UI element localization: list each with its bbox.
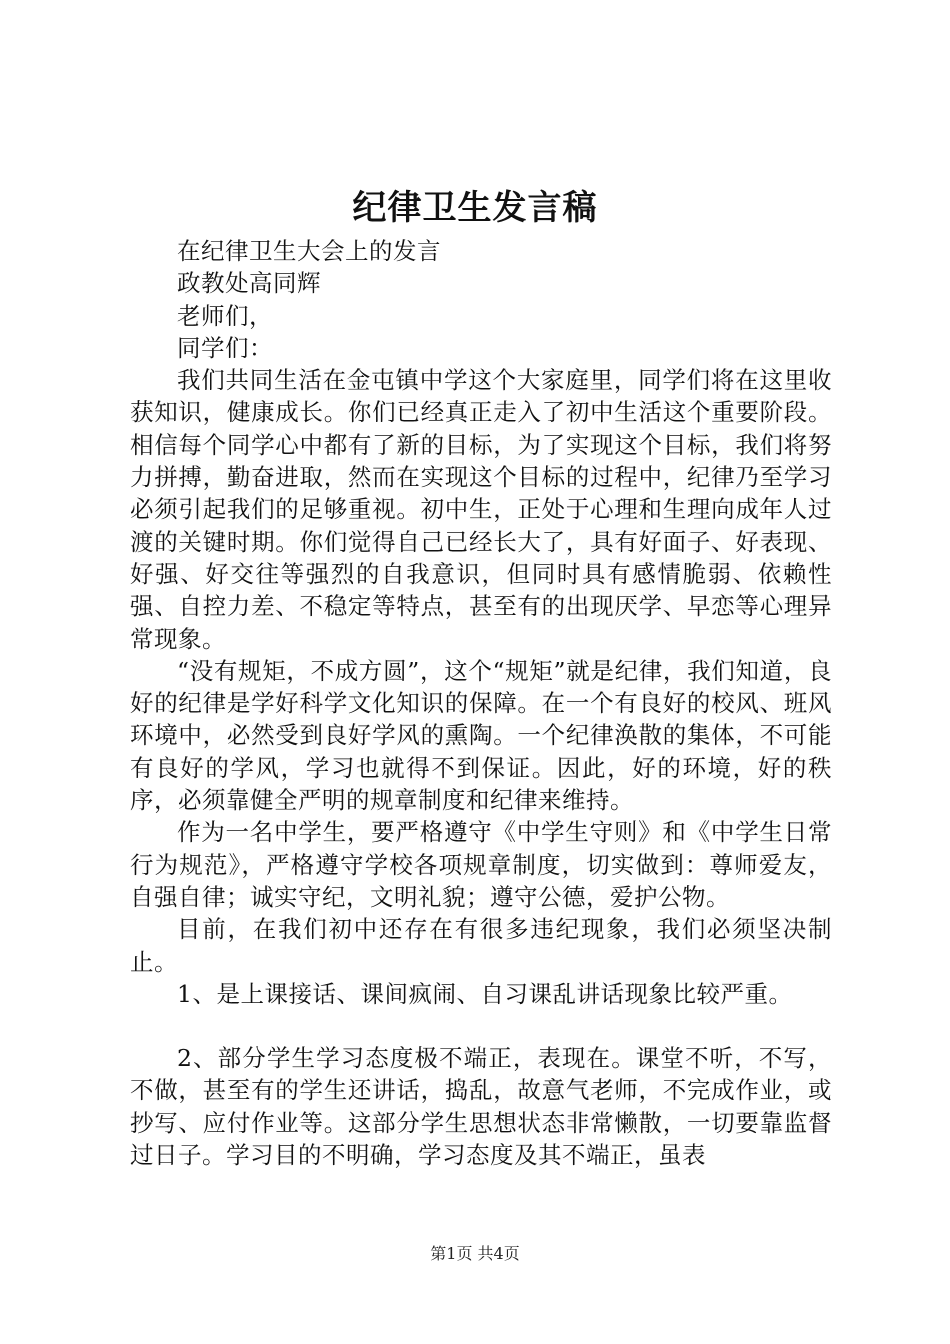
list-item-1: 1、是上课接话、课间疯闹、自习课乱讲话现象比较严重。 (177, 979, 793, 1008)
document-body (130, 235, 832, 1171)
paragraph: “没有规矩，不成方圆”，这个“规矩”就是纪律，我们知道，良好的纪律是学好科学文化知识的保障。在一个有良好的校风、班风环境中，必然受到良好学风的熏陶。一个纪律涣散的集体，不可能有良好的学风，学习也就得不到保证。因此，好的环境，好的秩序，必须靠健全严明的规章制度和纪律来维持。 (130, 656, 832, 815)
paragraph: 目前，在我们初中还存在有很多违纪现象，我们必须坚决制止。 (130, 915, 832, 976)
speaker-name: 政教处高同辉 (177, 269, 321, 298)
paragraph: 作为一名中学生，要严格遵守《中学生守则》和《中学生日常行为规范》，严格遵守学校各项规章制度，切实做到：尊师爱友，自强自律；诚实守纪，文明礼貌；遵守公德，爱护公物。 (130, 818, 832, 911)
salutation-teachers: 老师们， (177, 301, 273, 330)
list-item-2: 2、部分学生学习态度极不端正，表现在。课堂不听，不写，不做，甚至有的学生还讲话，捣乱，故意气老师，不完成作业，或抄写、应付作业等。这部分学生思想状态非常懒散，一切要靠监督过日子。学习目的不明确，学习态度及其不端正，虽表 (130, 1044, 832, 1170)
salutation-students: 同学们： (177, 333, 273, 362)
speech-heading: 在纪律卫生大会上的发言 (177, 237, 441, 265)
paragraph: 我们共同生活在金屯镇中学这个大家庭里，同学们将在这里收获知识，健康成长。你们已经真正走入了初中生活这个重要阶段。相信每个同学心中都有了新的目标，为了实现这个目标，我们将努力拼搏，勤奋进取，然而在实现这个目标的过程中，纪律乃至学习必须引起我们的足够重视。初中生，正处于心理和生理向成年人过渡的关键时期。你们觉得自己已经长大了，具有好面子、好表现、好强、好交往等强烈的自我意识，但同时具有感情脆弱、依赖性强、自控力差、不稳定等特点，甚至有的出现厌学、早恋等心理异常现象。 (130, 366, 832, 653)
document-title: 纪律卫生发言稿 (352, 188, 598, 228)
page-footer: 第1页 共4页 (430, 1244, 520, 1263)
